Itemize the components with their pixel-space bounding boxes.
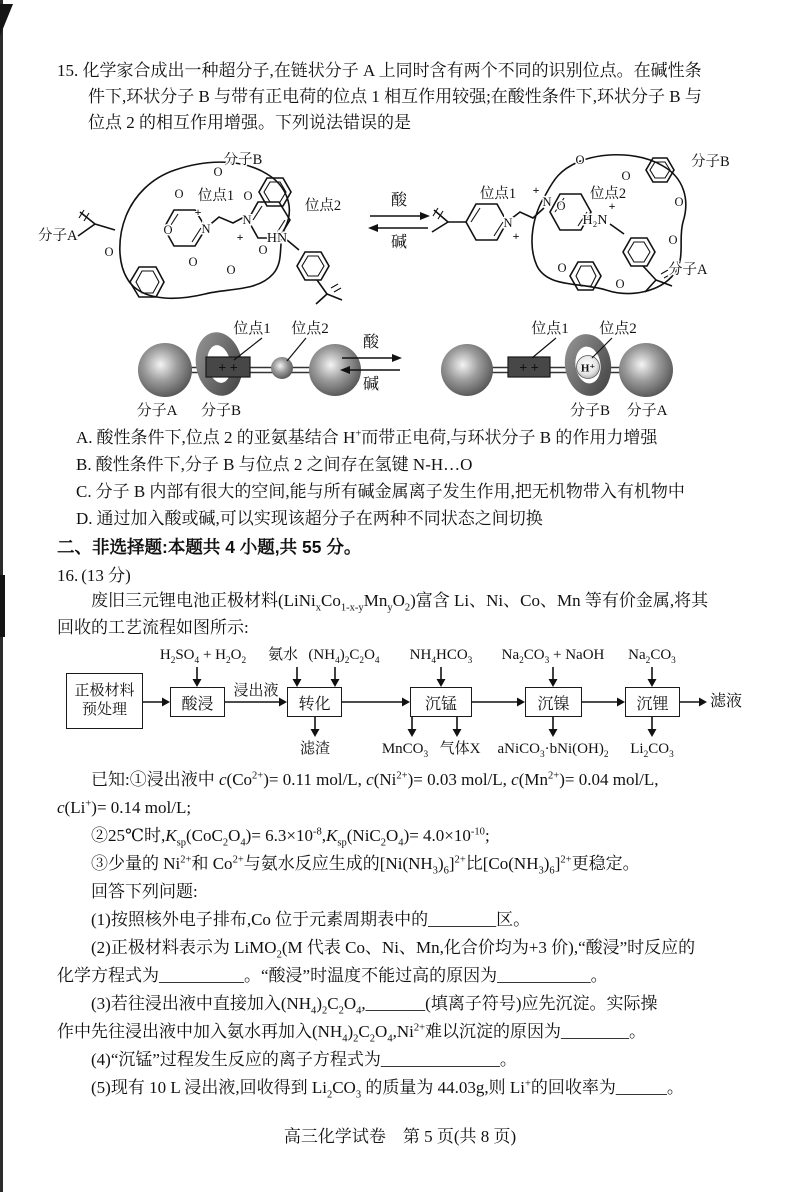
plus-charge: + (194, 205, 202, 219)
stopper-sphere (441, 344, 493, 396)
hash-bond (334, 288, 341, 292)
bond (432, 222, 448, 232)
acid-label: 酸 (390, 192, 407, 209)
bond (317, 280, 327, 294)
oxygen-atom: O (557, 261, 567, 275)
schematic-right (440, 318, 690, 427)
nitrogen-atom: N (542, 195, 552, 209)
pyridinium-ring (466, 204, 507, 240)
reagent-h2so4-h2o2: $H_2SO_4 + H_2O_2$ (159, 647, 247, 666)
scan-blob-artifact (0, 575, 5, 637)
oxygen-atom: O (243, 189, 253, 203)
option-c-text: 分子 B 内部有很大的空间,能与所有碱金属离子发生作用,把无机物带入有机物中 (95, 482, 685, 501)
benzene-inner (628, 242, 650, 262)
option-d (76, 505, 776, 532)
molecule-a-label: 分子A (38, 228, 78, 244)
molecule-a-sphere (138, 343, 192, 397)
sub-question-3: (3)若往浸出液中直接加入$(NH_4)_2C_2O_4,\_\_\_\_\_\_\_$(填离子符号)应先沉淀。实际操 作中先往浸出液中加入氨水再加入$(NH_4)_2C_2O_4,Ni^{2+}$难以沉淀的原因为________。 (57, 994, 658, 1045)
oxygen-atom: O (674, 195, 684, 209)
equilibrium-arrow-glyph (340, 352, 402, 376)
page-footer: 高三化学试卷 第 5 页(共 8 页) (283, 1127, 517, 1146)
known-2: ②25℃时$,K_{sp}(CoC_2O_4)= 6.3\times 10^{-8},K_{sp}(NiC_2O_4)= 4.0\times 10^{-10}$; (91, 826, 490, 849)
residue-label: 滤渣 (299, 741, 330, 757)
h2n-group: H₂N (582, 213, 608, 228)
leachate-label: 浸出液 (233, 683, 279, 699)
oxygen-atom: O (163, 223, 173, 237)
double-bond (494, 222, 503, 236)
plus-charge: + (236, 230, 244, 244)
hn-group: HN (266, 231, 288, 246)
option-b (76, 451, 776, 478)
oxygen-atom: O (226, 263, 236, 277)
reagent-na2co3-naoh: $Na_2CO_3$ + NaOH (501, 647, 605, 666)
bond (78, 224, 95, 236)
question-16-intro: 废旧三元锂电池正极材料$(LiNi_xCo_{1-x-y}Mn_yO_2)$富含 Li、Ni、Co、Mn 等有价金属,将其 回收的工艺流程如图所示: (57, 591, 709, 637)
plus-plus-label: + + (519, 361, 539, 376)
nitrogen-atom: N (503, 216, 513, 230)
callout-line (287, 338, 306, 361)
oxygen-atom: O (621, 169, 631, 183)
flow-box-convert: 转化 (287, 687, 342, 717)
molecule-b-label: 分子B (691, 154, 730, 170)
equilibrium-arrows (340, 334, 402, 394)
question-16-body (57, 766, 775, 1102)
oxygen-atom: O (575, 153, 585, 167)
hash-bond (331, 284, 338, 288)
benzene-inner (136, 271, 159, 293)
site1-label: 位点1 (233, 321, 271, 337)
option-a (76, 424, 776, 451)
bond (287, 240, 299, 250)
base-label: 碱 (362, 376, 379, 393)
option-c-label: C. (76, 482, 92, 501)
question-15-options (76, 424, 776, 532)
site2-label: 位点2 (589, 186, 627, 202)
hash-bond (84, 213, 89, 221)
option-c (76, 478, 776, 505)
nitrogen-atom: N (242, 213, 252, 227)
hash-bond (661, 270, 668, 274)
section-2-header: 二、非选择题:本题共 4 小题,共 55 分。 (57, 537, 362, 557)
question-16-number: 16. (57, 566, 79, 585)
plus-charge: + (608, 199, 616, 213)
site2-label: 位点2 (599, 321, 637, 337)
option-b-text: 酸性条件下,分子 B 与位点 2 之间存在氢键 N-H…O (95, 455, 473, 474)
flow-box-precipitate-ni: 沉镍 (525, 687, 582, 717)
bond (316, 294, 327, 304)
ethylene-bridge (206, 216, 246, 228)
molecule-b-label: 分子B (200, 403, 242, 419)
oxygen-atom: O (104, 245, 114, 259)
known-1: 已知:①浸出液中 $c(Co^{2+})= 0.11$ mol/L, $c(Ni^{2+})= 0.03$ mol/L, $c(Mn^{2+})= 0.04$ mol/L, c(Li+)= 0.14 mol/L; (57, 770, 659, 817)
reagent-ammonium-oxalate: $(NH_4)_2C_2O_4$ (308, 647, 380, 666)
acid-label: 酸 (362, 334, 379, 351)
site1-label: 位点1 (531, 321, 569, 337)
sub-question-2: (2)正极材料表示为 LiMO$_2$(M 代表 Co、Ni、Mn,化合价均为+3 价),“酸浸”时反应的 化学方程式为__________。“酸浸”时温度不能过高的原因为___________。 (57, 938, 696, 985)
benzene-inner (576, 266, 596, 286)
output-mnco3: MnCO$_3$ (381, 741, 429, 760)
equilibrium-arrows (368, 192, 430, 252)
nitrogen-atom: N (201, 222, 211, 236)
molecule-a-label: 分子A (668, 262, 708, 278)
pretreat-line1: 正极材料 (74, 683, 135, 699)
output-nickel-salt: $aNiCO_3\cdot bNi(OH)_2$ (497, 741, 609, 760)
site2-ball (271, 357, 293, 379)
sub-question-5: (5)现有 10 L 浸出液,回收得到 $Li_2CO_3$ 的质量为 44.03g,则 Li+的回收率为______。 (91, 1078, 684, 1101)
question-15-number: 15. (57, 61, 79, 80)
bond (327, 294, 342, 300)
reagent-ammonia: 氨水 (267, 647, 298, 663)
answer-prompt: 回答下列问题: (91, 882, 198, 901)
question-16-score: (13 分) (81, 566, 131, 585)
oxygen-atom: O (668, 233, 678, 247)
h-plus-label: H⁺ (580, 362, 596, 375)
flow-box-acid-leach: 酸浸 (170, 687, 225, 717)
scan-corner-artifact (0, 4, 13, 36)
reagent-nh4hco3: $NH_4HCO_3$ (409, 647, 473, 666)
filtrate-label: 滤液 (710, 693, 743, 710)
oxygen-atom: O (213, 165, 223, 179)
plus-charge: + (512, 229, 520, 243)
oxygen-atom: O (615, 277, 625, 291)
base-label: 碱 (390, 234, 407, 251)
structural-diagram-left (35, 152, 365, 323)
question-15-text: 化学家合成出一种超分子,在链状分子 A 上同时含有两个不同的识别位点。在碱性条 件下,环状分子 B 与带有正电荷的位点 1 相互作用较强;在酸性条件下,环状分子 B 与 位点 2 的相互作用增强。下列说法错误的是 (82, 61, 702, 132)
molecule-a-label: 分子A (136, 403, 178, 419)
oxygen-atom: O (174, 187, 184, 201)
process-flowchart (57, 645, 770, 763)
benzene-inner (264, 182, 286, 202)
sub-question-1: (1)按照核外电子排布,Co 位于元素周期表中的________区。 (91, 910, 531, 929)
molecule-b-label: 分子B (569, 403, 611, 419)
molecule-a-sphere (619, 343, 673, 397)
flow-box-pretreatment (66, 673, 143, 729)
bond (610, 224, 624, 234)
equilibrium-arrow-glyph (368, 210, 430, 234)
benzene-inner (302, 256, 324, 276)
site1-label: 位点1 (479, 186, 517, 202)
molecule-b-label: 分子B (223, 152, 263, 168)
known-3: ③少量的 $Ni^{2+}$和 $Co^{2+}$与氨水反应生成的$[Ni(NH_3)_6]^{2+}$比$[Co(NH_3)_6]^{2+}$更稳定。 (91, 854, 640, 877)
question-16-header (57, 561, 134, 586)
oxygen-atom: O (188, 255, 198, 269)
output-gas-x: 气体X (439, 741, 481, 757)
callout-line (532, 338, 556, 358)
option-b-label: B. (76, 455, 92, 474)
plus-charge: + (532, 183, 540, 197)
sub-question-4: (4)“沉锰”过程发生反应的离子方程式为______________。 (91, 1050, 517, 1069)
site1-label: 位点1 (197, 188, 235, 204)
question-15-stem (57, 58, 800, 136)
output-li2co3: $Li_2CO_3$ (630, 741, 674, 760)
site2-label: 位点2 (304, 198, 342, 214)
option-d-text: 通过加入酸或碱,可以实现该超分子在两种不同状态之间切换 (96, 509, 543, 528)
flow-box-precipitate-mn: 沉锰 (410, 687, 472, 717)
bond (95, 224, 115, 230)
plus-plus-label: + + (218, 361, 238, 376)
option-a-label: A. (76, 428, 93, 447)
option-a-text: 酸性条件下,位点 2 的亚氨基结合 H+而带正电荷,与环状分子 B 的作用力增强 (96, 428, 658, 447)
bond (656, 280, 672, 286)
oxygen-atom: O (556, 199, 566, 213)
option-d-label: D. (76, 509, 93, 528)
pretreat-line2: 预处理 (81, 702, 127, 718)
oxygen-atom: O (258, 243, 268, 257)
flow-box-precipitate-li: 沉锂 (625, 687, 680, 717)
reagent-na2co3: $Na_2CO_3$ (628, 647, 676, 666)
site2-label: 位点2 (291, 321, 329, 337)
molecule-a-label: 分子A (626, 403, 668, 419)
bond (643, 266, 656, 280)
structural-diagram-right (428, 152, 738, 323)
